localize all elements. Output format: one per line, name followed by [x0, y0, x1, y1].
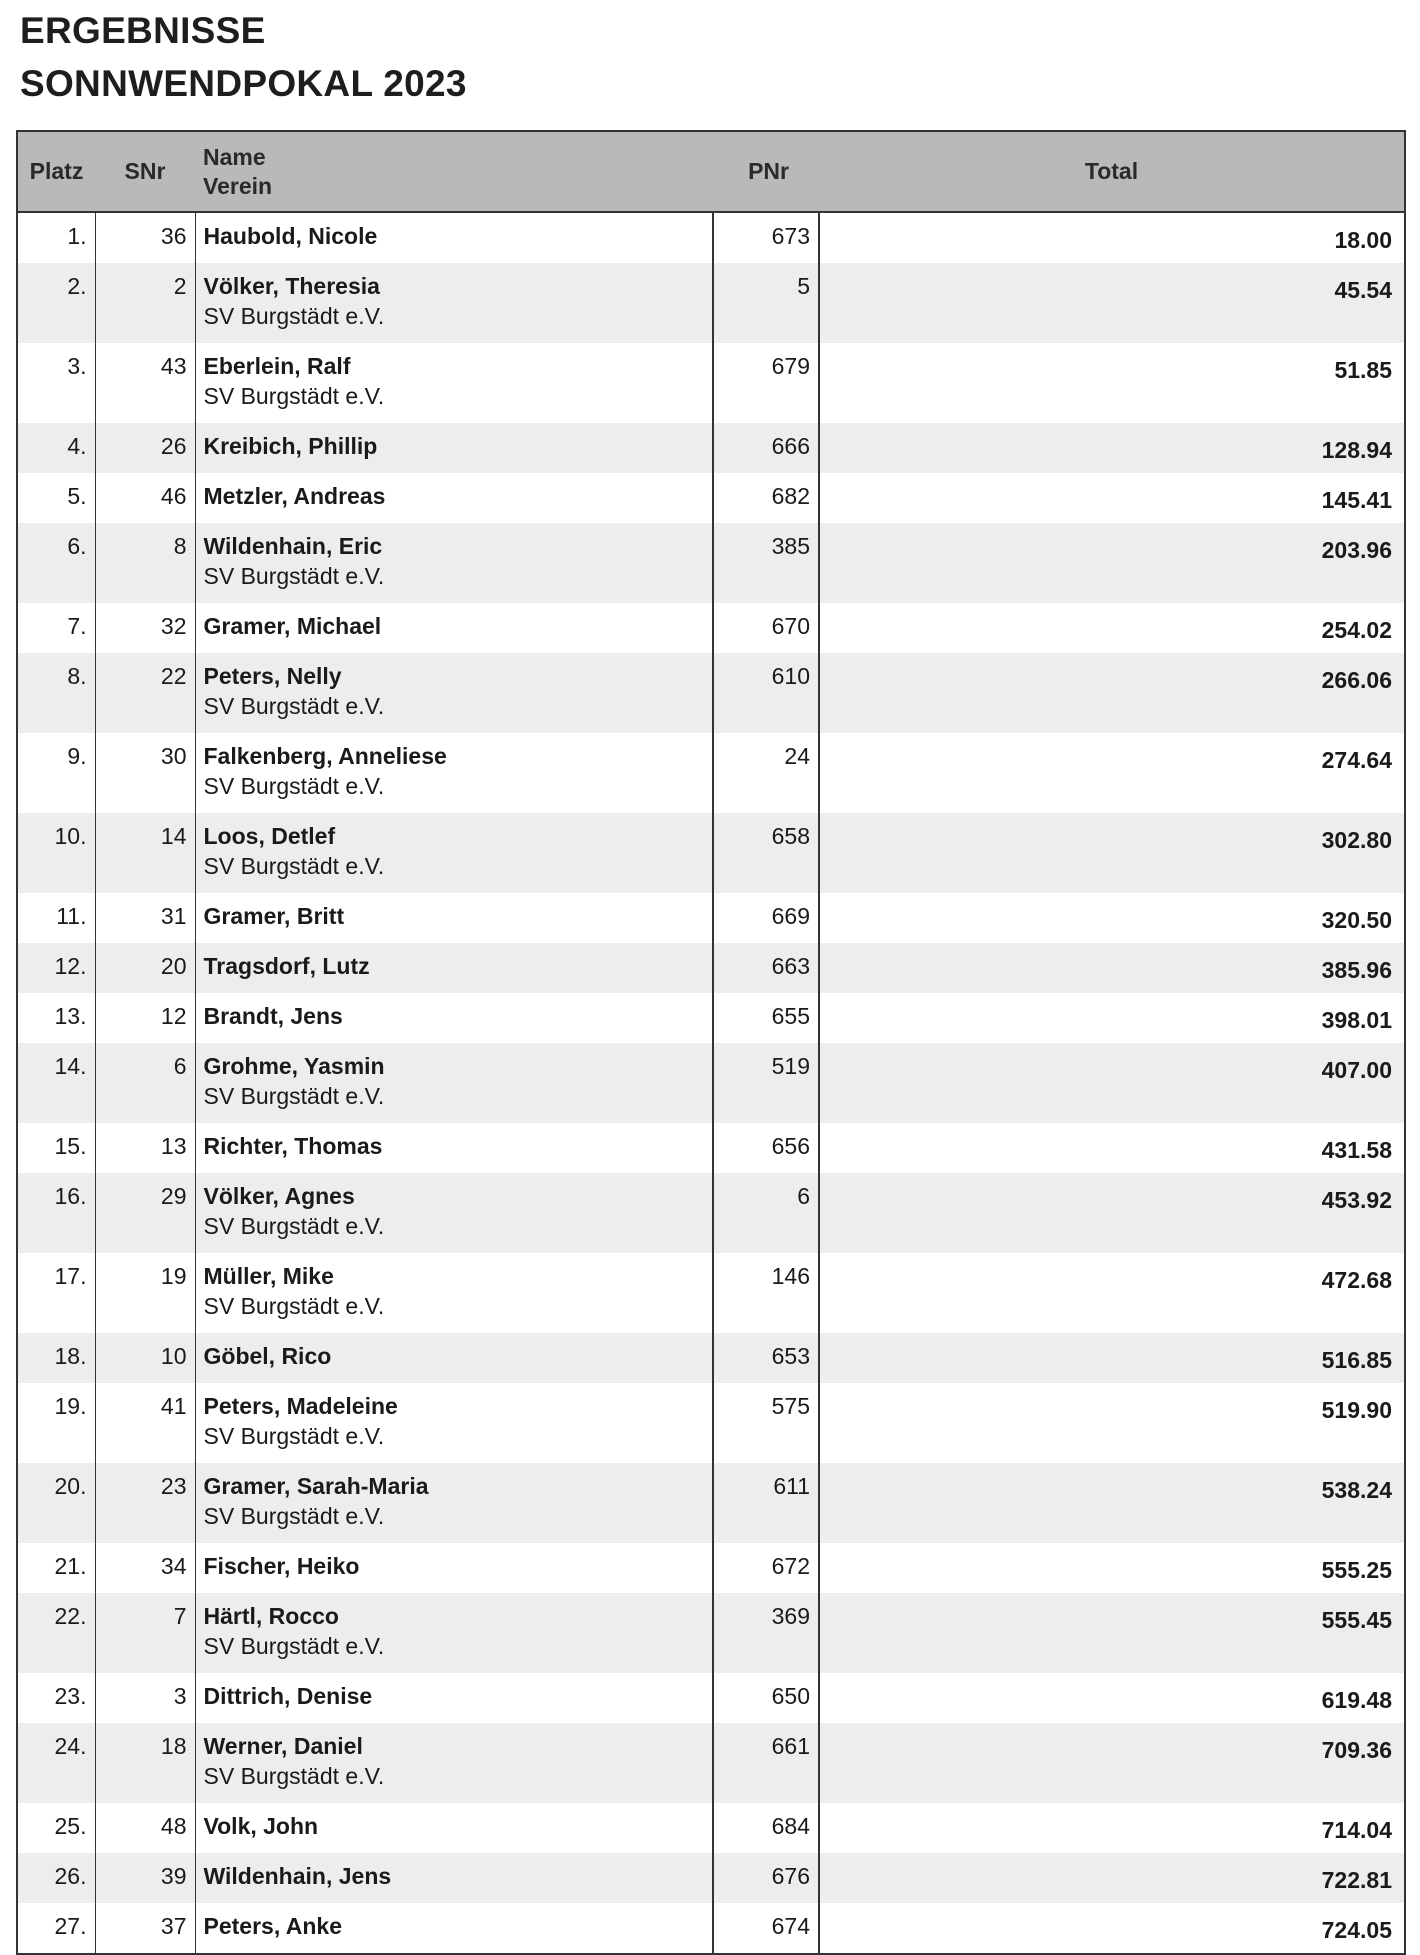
cell-platz: 24. [17, 1723, 95, 1803]
cell-pnr: 146 [713, 1253, 819, 1333]
cell-snr: 7 [95, 1593, 195, 1673]
cell-pnr: 575 [713, 1383, 819, 1463]
cell-name-verein [195, 603, 713, 653]
participant-name: Peters, Madeleine [203, 1393, 398, 1419]
participant-name: Gramer, Michael [203, 613, 382, 639]
cell-snr: 41 [95, 1383, 195, 1463]
participant-name: Müller, Mike [203, 1263, 334, 1289]
table-row [17, 1803, 1405, 1853]
cell-snr: 30 [95, 733, 195, 813]
table-row [17, 1723, 1405, 1803]
participant-name: Härtl, Rocco [203, 1603, 339, 1629]
table-row [17, 653, 1405, 733]
participant-name: Göbel, Rico [203, 1343, 332, 1369]
participant-name: Völker, Theresia [203, 273, 380, 299]
participant-name: Falkenberg, Anneliese [203, 743, 447, 769]
participant-name: Peters, Nelly [203, 663, 342, 689]
title-line-2: SONNWENDPOKAL 2023 [20, 63, 467, 104]
table-row [17, 1463, 1405, 1543]
page-title [20, 4, 467, 110]
cell-name-verein [195, 1903, 713, 1954]
cell-name-verein [195, 423, 713, 473]
cell-platz: 1. [17, 212, 95, 263]
participant-club: SV Burgstädt e.V. [203, 303, 385, 329]
cell-total: 519.90 [1321, 1397, 1392, 1423]
table-body [17, 212, 1405, 1954]
cell-snr: 14 [95, 813, 195, 893]
table-row [17, 733, 1405, 813]
cell-pnr: 611 [713, 1463, 819, 1543]
table-row [17, 263, 1405, 343]
cell-pnr: 670 [713, 603, 819, 653]
cell-total: 538.24 [819, 1463, 1405, 1543]
header-total: Total [819, 131, 1405, 212]
cell-platz: 23. [17, 1673, 95, 1723]
participant-club: SV Burgstädt e.V. [203, 1763, 385, 1789]
header-platz: Platz [17, 131, 95, 212]
cell-snr: 20 [95, 943, 195, 993]
table-row [17, 1853, 1405, 1903]
cell-platz: 16. [17, 1173, 95, 1253]
cell-platz: 2. [17, 263, 95, 343]
cell-snr: 10 [95, 1333, 195, 1383]
cell-platz: 3. [17, 343, 95, 423]
header-verein: Verein [203, 172, 273, 199]
cell-snr: 22 [95, 653, 195, 733]
participant-club: SV Burgstädt e.V. [203, 853, 385, 879]
cell-total: 302.80 [819, 813, 1405, 893]
cell-snr: 48 [95, 1803, 195, 1853]
cell-name-verein [195, 473, 713, 523]
cell-platz: 10. [17, 813, 95, 893]
cell-pnr: 682 [713, 473, 819, 523]
cell-total: 722.81 [819, 1853, 1405, 1903]
table-row [17, 1543, 1405, 1593]
cell-name-verein [195, 212, 713, 263]
table-row [17, 523, 1405, 603]
cell-snr: 39 [95, 1853, 195, 1903]
cell-pnr: 385 [713, 523, 819, 603]
table-row [17, 423, 1405, 473]
table-row [17, 1123, 1405, 1173]
cell-snr: 18 [95, 1723, 195, 1803]
header-name: Name [203, 143, 266, 170]
table-row [17, 1333, 1405, 1383]
cell-snr: 32 [95, 603, 195, 653]
cell-name-verein [195, 993, 713, 1043]
cell-snr: 34 [95, 1543, 195, 1593]
participant-name: Gramer, Sarah-Maria [203, 1473, 429, 1499]
participant-name: Metzler, Andreas [203, 483, 386, 509]
cell-name-verein [195, 1463, 713, 1543]
participant-name: Dittrich, Denise [203, 1683, 373, 1709]
participant-name: Volk, John [203, 1813, 319, 1839]
cell-name-verein [195, 1543, 713, 1593]
table-row [17, 603, 1405, 653]
table-row [17, 1383, 1405, 1463]
table-row [17, 993, 1405, 1043]
cell-pnr: 672 [713, 1543, 819, 1593]
cell-pnr: 5 [713, 263, 819, 343]
table-row [17, 1593, 1405, 1673]
cell-total: 274.64 [1321, 747, 1392, 773]
cell-total: 407.00 [819, 1043, 1405, 1123]
title-line-1: ERGEBNISSE [20, 10, 266, 51]
participant-name: Grohme, Yasmin [203, 1053, 385, 1079]
participant-name: Werner, Daniel [203, 1733, 363, 1759]
cell-snr: 2 [95, 263, 195, 343]
cell-platz: 25. [17, 1803, 95, 1853]
cell-name-verein [195, 1853, 713, 1903]
table-row [17, 1043, 1405, 1123]
cell-pnr: 655 [713, 993, 819, 1043]
cell-total: 128.94 [819, 423, 1405, 473]
cell-pnr: 684 [713, 1803, 819, 1853]
cell-platz: 5. [17, 473, 95, 523]
cell-total: 431.58 [1321, 1137, 1392, 1163]
cell-platz: 27. [17, 1903, 95, 1954]
cell-total: 45.54 [819, 263, 1405, 343]
cell-platz: 22. [17, 1593, 95, 1673]
cell-snr: 46 [95, 473, 195, 523]
participant-club: SV Burgstädt e.V. [203, 773, 385, 799]
participant-name: Wildenhain, Jens [203, 1863, 392, 1889]
header-name-verein [195, 131, 713, 212]
header-snr: SNr [95, 131, 195, 212]
cell-snr: 13 [95, 1123, 195, 1173]
table-row [17, 473, 1405, 523]
cell-platz: 8. [17, 653, 95, 733]
cell-name-verein [195, 893, 713, 943]
table-row [17, 1903, 1405, 1954]
cell-name-verein [195, 943, 713, 993]
cell-snr: 6 [95, 1043, 195, 1123]
table-row [17, 1253, 1405, 1333]
cell-name-verein [195, 263, 713, 343]
cell-snr: 12 [95, 993, 195, 1043]
cell-pnr: 661 [713, 1723, 819, 1803]
cell-pnr: 369 [713, 1593, 819, 1673]
cell-name-verein [195, 1673, 713, 1723]
cell-total: 619.48 [1321, 1687, 1392, 1713]
participant-club: SV Burgstädt e.V. [203, 1083, 385, 1109]
cell-pnr: 679 [713, 343, 819, 423]
cell-pnr: 519 [713, 1043, 819, 1123]
participant-name: Gramer, Britt [203, 903, 345, 929]
cell-platz: 14. [17, 1043, 95, 1123]
results-table [16, 130, 1406, 1955]
cell-pnr: 669 [713, 893, 819, 943]
cell-pnr: 673 [713, 212, 819, 263]
participant-name: Wildenhain, Eric [203, 533, 383, 559]
header-pnr: PNr [713, 131, 819, 212]
cell-pnr: 674 [713, 1903, 819, 1954]
cell-name-verein [195, 733, 713, 813]
cell-pnr: 24 [713, 733, 819, 813]
cell-total: 714.04 [1321, 1817, 1392, 1843]
cell-platz: 19. [17, 1383, 95, 1463]
cell-snr: 26 [95, 423, 195, 473]
cell-name-verein [195, 1383, 713, 1463]
cell-name-verein [195, 1593, 713, 1673]
cell-pnr: 666 [713, 423, 819, 473]
cell-pnr: 676 [713, 1853, 819, 1903]
table-row [17, 1173, 1405, 1253]
cell-name-verein [195, 1253, 713, 1333]
cell-total: 51.85 [1334, 357, 1392, 383]
table-row [17, 813, 1405, 893]
cell-snr: 23 [95, 1463, 195, 1543]
participant-name: Tragsdorf, Lutz [203, 953, 370, 979]
cell-platz: 9. [17, 733, 95, 813]
participant-club: SV Burgstädt e.V. [203, 383, 385, 409]
cell-pnr: 653 [713, 1333, 819, 1383]
cell-name-verein [195, 523, 713, 603]
cell-total: 709.36 [819, 1723, 1405, 1803]
participant-name: Fischer, Heiko [203, 1553, 360, 1579]
cell-total: 724.05 [1321, 1917, 1392, 1943]
cell-platz: 7. [17, 603, 95, 653]
cell-name-verein [195, 1333, 713, 1383]
participant-club: SV Burgstädt e.V. [203, 1213, 385, 1239]
participant-club: SV Burgstädt e.V. [203, 1423, 385, 1449]
cell-platz: 13. [17, 993, 95, 1043]
participant-name: Haubold, Nicole [203, 223, 378, 249]
participant-club: SV Burgstädt e.V. [203, 693, 385, 719]
table-row [17, 343, 1405, 423]
cell-snr: 37 [95, 1903, 195, 1954]
cell-total: 266.06 [819, 653, 1405, 733]
cell-platz: 17. [17, 1253, 95, 1333]
cell-snr: 3 [95, 1673, 195, 1723]
cell-platz: 6. [17, 523, 95, 603]
cell-snr: 31 [95, 893, 195, 943]
cell-platz: 12. [17, 943, 95, 993]
cell-total: 555.45 [819, 1593, 1405, 1673]
cell-pnr: 610 [713, 653, 819, 733]
cell-total: 203.96 [819, 523, 1405, 603]
participant-name: Loos, Detlef [203, 823, 336, 849]
cell-name-verein [195, 343, 713, 423]
table-row [17, 943, 1405, 993]
cell-total: 555.25 [1321, 1557, 1392, 1583]
participant-club: SV Burgstädt e.V. [203, 1633, 385, 1659]
cell-platz: 15. [17, 1123, 95, 1173]
cell-name-verein [195, 653, 713, 733]
table-row [17, 893, 1405, 943]
cell-pnr: 656 [713, 1123, 819, 1173]
participant-name: Eberlein, Ralf [203, 353, 351, 379]
cell-pnr: 650 [713, 1673, 819, 1723]
cell-name-verein [195, 813, 713, 893]
participant-name: Richter, Thomas [203, 1133, 383, 1159]
table-row [17, 212, 1405, 263]
table-row [17, 1673, 1405, 1723]
cell-total: 453.92 [819, 1173, 1405, 1253]
cell-platz: 20. [17, 1463, 95, 1543]
participant-name: Völker, Agnes [203, 1183, 355, 1209]
cell-total: 18.00 [1334, 227, 1392, 253]
participant-name: Peters, Anke [203, 1913, 342, 1939]
participant-name: Brandt, Jens [203, 1003, 343, 1029]
cell-name-verein [195, 1803, 713, 1853]
cell-total: 254.02 [1321, 617, 1392, 643]
cell-name-verein [195, 1123, 713, 1173]
cell-total: 385.96 [819, 943, 1405, 993]
cell-platz: 18. [17, 1333, 95, 1383]
cell-total: 516.85 [819, 1333, 1405, 1383]
cell-snr: 43 [95, 343, 195, 423]
participant-club: SV Burgstädt e.V. [203, 563, 385, 589]
cell-total: 398.01 [1321, 1007, 1392, 1033]
cell-pnr: 663 [713, 943, 819, 993]
cell-pnr: 6 [713, 1173, 819, 1253]
cell-total: 320.50 [1321, 907, 1392, 933]
cell-total: 145.41 [1321, 487, 1392, 513]
cell-snr: 36 [95, 212, 195, 263]
participant-club: SV Burgstädt e.V. [203, 1503, 385, 1529]
cell-name-verein [195, 1043, 713, 1123]
cell-platz: 4. [17, 423, 95, 473]
cell-platz: 11. [17, 893, 95, 943]
cell-platz: 21. [17, 1543, 95, 1593]
cell-snr: 29 [95, 1173, 195, 1253]
participant-club: SV Burgstädt e.V. [203, 1293, 385, 1319]
cell-total: 472.68 [1321, 1267, 1392, 1293]
cell-snr: 8 [95, 523, 195, 603]
table-header [17, 131, 1405, 212]
cell-name-verein [195, 1173, 713, 1253]
cell-pnr: 658 [713, 813, 819, 893]
cell-platz: 26. [17, 1853, 95, 1903]
participant-name: Kreibich, Phillip [203, 433, 378, 459]
cell-name-verein [195, 1723, 713, 1803]
cell-snr: 19 [95, 1253, 195, 1333]
